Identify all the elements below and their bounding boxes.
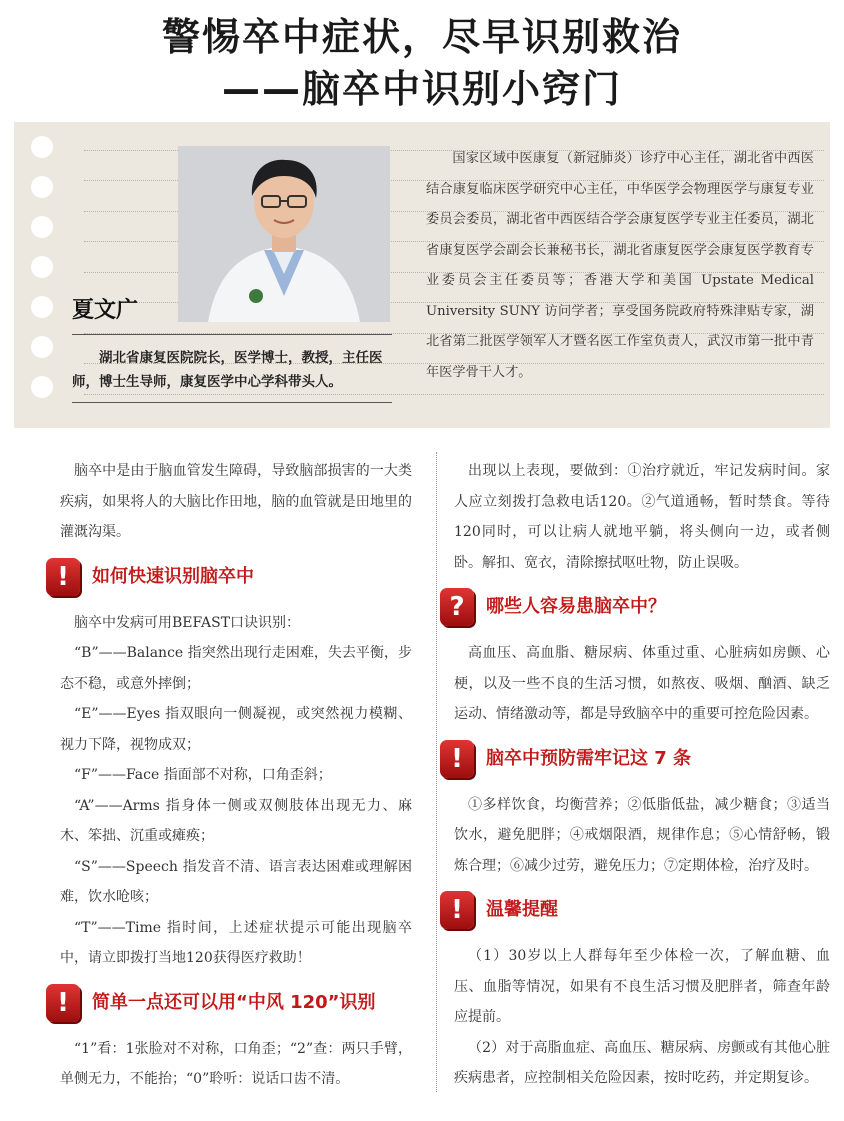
doctor-name: 夏文广 <box>72 298 139 323</box>
binder-hole <box>31 176 53 198</box>
section-heading <box>451 889 830 935</box>
page-subtitle: ——脑卒中识别小窍门 <box>221 67 622 111</box>
section-title: 温馨提醒 <box>486 899 558 920</box>
doctor-role: 湖北省康复医院院长，医学博士，教授，主任医师，博士生导师，康复医学中心学科带头人。 <box>72 350 383 390</box>
section-title: 简单一点还可以用“中风 120”识别 <box>92 991 376 1013</box>
exclamation-icon: ! <box>46 984 80 1022</box>
left-column <box>57 456 412 1095</box>
section-title: 哪些人容易患脑卒中？ <box>486 596 666 617</box>
portrait-photo <box>178 146 390 322</box>
paragraph: ①多样饮食，均衡营养；②低脂低盐，减少糖食；③适当饮水，避免肥胖；④戒烟限酒，规律作息；⑤心情舒畅，锻炼合理；⑥减少过劳，避免压力；⑦定期体检，治疗及时。 <box>454 796 830 874</box>
paragraph: 高血压、高血脂、糖尿病、体重过重、心脏病如房颤、心梗，以及一些不良的生活习惯，如熬夜、吸烟、酗酒、缺乏运动、情绪激动等，都是导致脑卒中的重要可控危险因素。 <box>454 645 830 722</box>
binder-hole <box>31 376 53 398</box>
paragraph: （2）对于高脂血症、高血压、糖尿病、房颤或有其他心脏疾病患者，应控制相关危险因素，按时吃药，并定期复诊。 <box>454 1039 830 1086</box>
paragraph: “A”——Arms 指身体一侧或双侧肢体出现无力、麻木、笨拙、沉重或瘫痪； <box>60 797 412 844</box>
column-divider <box>436 452 437 1092</box>
paragraph: “B”——Balance 指突然出现行走困难，失去平衡，步态不稳，或意外摔倒； <box>60 645 412 692</box>
paragraph: “F”——Face 指面部不对称，口角歪斜； <box>74 767 332 783</box>
page-title: 警惕卒中症状，尽早识别救治 <box>161 15 682 59</box>
binder-hole <box>31 296 53 318</box>
exclamation-icon: ! <box>46 558 80 596</box>
paragraph: （1）30岁以上人群每年至少体检一次，了解血糖、血压、血脂等情况，如果有不良生活习惯及肥胖者，筛查年龄应提前。 <box>454 948 830 1025</box>
section-heading <box>57 556 412 602</box>
exclamation-icon: ! <box>440 891 474 929</box>
doctor-bio: 国家区域中医康复（新冠肺炎）诊疗中心主任，湖北省中西医结合康复临床医学研究中心主任，中华医学会物理医学与康复专业委员会委员，湖北省中西医结合学会康复医学专业主任委员，湖北省康复医学会副会长兼秘书长，湖北省康复医学会康复医学教育专业委员会主任委员等；香港大学和美国 Upstate Medical University SUNY 访问学者；享受国务院政府特殊津贴专家，湖北省第二批医学领军人才暨名医工作室负责人，武汉市第一批中青年医学骨干人才。 <box>426 151 814 380</box>
binder-hole <box>31 256 53 278</box>
paragraph: “1”看：1张脸对不对称，口角歪；“2”查：两只手臂，单侧无力，不能抬；“0”聆听：说话口齿不清。 <box>60 1040 412 1087</box>
section-title: 脑卒中预防需牢记这 7 条 <box>486 747 692 769</box>
section-title: 如何快速识别脑卒中 <box>92 565 254 587</box>
right-column <box>449 456 830 1094</box>
section-heading <box>451 738 830 784</box>
profile-panel <box>14 122 830 428</box>
exclamation-icon: ! <box>440 740 474 778</box>
paragraph: “T”——Time 指时间，上述症状提示可能出现脑卒中，请立即拨打当地120获得医疗救助！ <box>60 919 412 966</box>
paragraph: “S”——Speech 指发音不清、语言表达困难或理解困难，饮水呛咳； <box>60 858 412 905</box>
intro-paragraph: 脑卒中是由于脑血管发生障碍，导致脑部损害的一大类疾病，如果将人的大脑比作田地，脑的血管就是田地里的灌溉沟渠。 <box>60 463 412 540</box>
paragraph: 脑卒中发病可用BEFAST口诀识别： <box>74 614 301 631</box>
section-heading <box>57 982 412 1028</box>
question-icon: ? <box>440 588 474 626</box>
binder-hole <box>31 216 53 238</box>
section-heading <box>449 586 830 632</box>
binder-hole <box>31 336 53 358</box>
paragraph: 出现以上表现，要做到：①治疗就近，牢记发病时间。家人应立刻拨打急救电话120。②气道通畅，暂时禁食。等待120同时，可以让病人就地平躺，将头侧向一边，或者侧卧。解扣、宽衣，清除擦拭呕吐物，防止误吸。 <box>454 463 830 571</box>
binder-hole <box>31 136 53 158</box>
paragraph: “E”——Eyes 指双眼向一侧凝视，或突然视力模糊、视力下降，视物成双； <box>60 706 412 753</box>
